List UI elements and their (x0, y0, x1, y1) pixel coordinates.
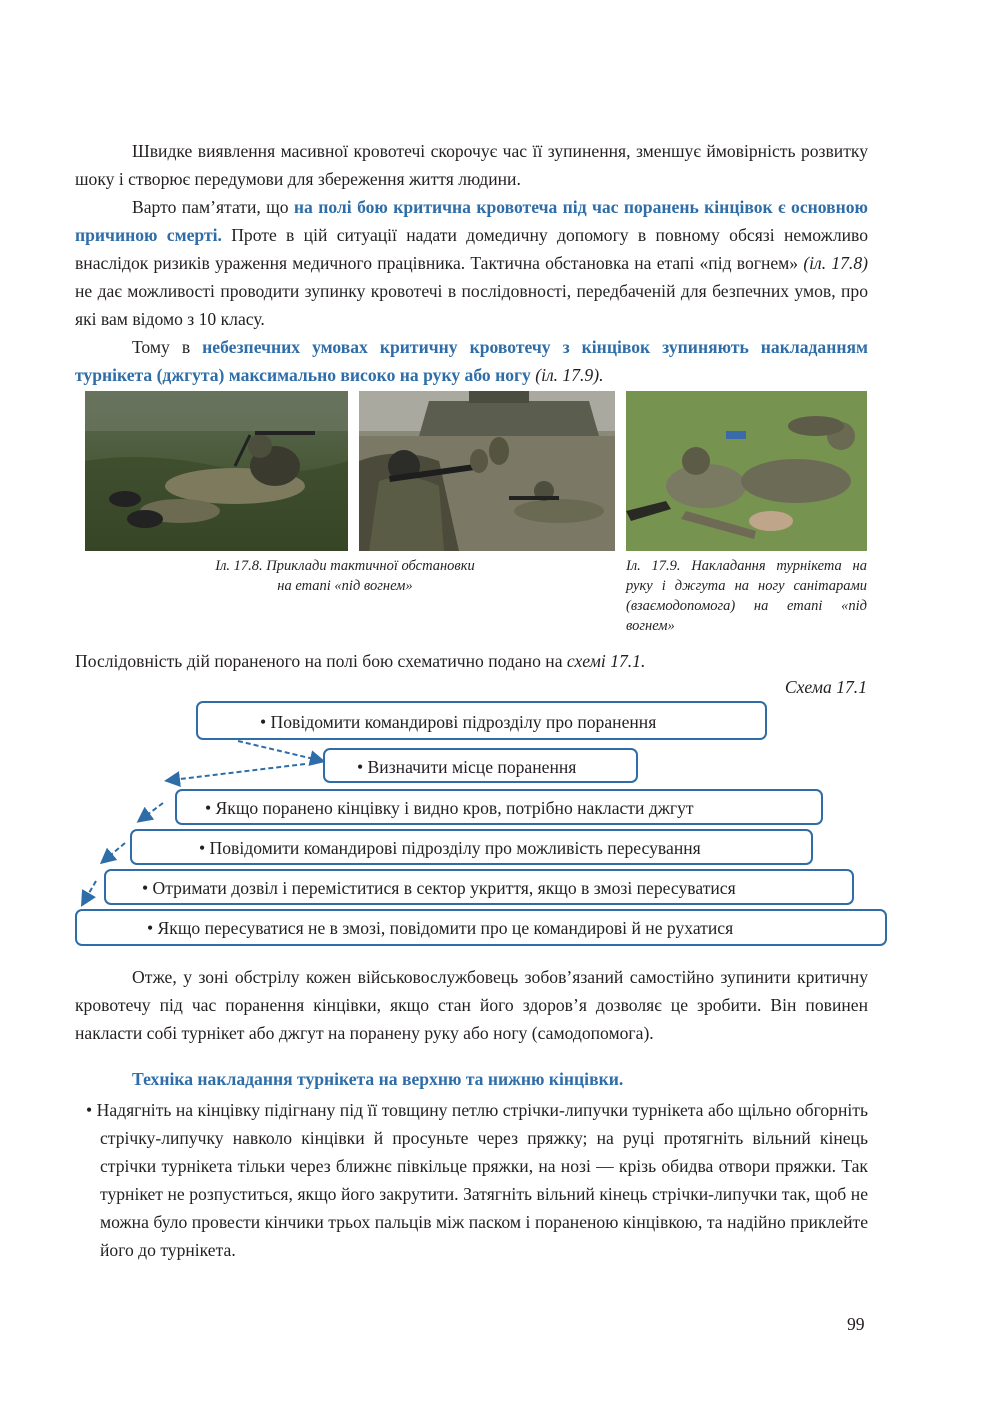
p3-figure-ref: (іл. 17.9). (530, 365, 604, 385)
p2-text-b: Проте в цій ситуації надати домедичну допомогу в повному обсязі неможливо внаслідок ризиків ураження медичного працівника. Тактична обстановка на етапі «під вогнем» (75, 225, 868, 273)
step-5-text: • Отримати дозвіл і переміститися в сектор укриття, якщо в змозі пересуватися (142, 878, 736, 898)
schema-lead-text: Послідовність дій пораненого на полі бою схематично подано на (75, 651, 567, 671)
schema-step-5 (104, 869, 854, 905)
arrow-step2-to-step3 (172, 764, 305, 780)
schema-ref: схемі 17.1. (566, 651, 646, 671)
section-subheading: Техніка накладання турнікета на верхню та нижню кінцівки. (132, 1069, 624, 1089)
schema-step-6 (75, 909, 887, 946)
p2-figure-ref: (іл. 17.8) (803, 253, 868, 273)
step-3-text: • Якщо поранено кінцівку і видно кров, потрібно накласти джгут (205, 798, 694, 818)
p2-highlight: на полі бою критична кровотеча під час поранень кінцівок є основною причиною смерті. (75, 197, 868, 245)
outro-text (75, 963, 868, 1047)
arrow-step1-to-step2 (238, 741, 318, 760)
schema-step-2 (323, 748, 638, 783)
caption-17-8-line-2: на етапі «під вогнем» (277, 578, 413, 594)
caption-17-8-line-1: Іл. 17.8. Приклади тактичної обстановки (215, 558, 475, 574)
paragraph-1: Швидке виявлення масивної кровотечі скорочує час її зупинення, зменшує ймовірність розвитку шоку і створює передумови для збереження життя людини. (75, 141, 868, 189)
arrow-step3-to-step4 (143, 803, 163, 818)
bullet-item: • Надягніть на кінцівку підігнану під її товщину петлю стрічки-липучки турнікета або щільно обгорніть стрічку-липучку навколо кінцівки й просуньте через пряжку; на руці протягніть вільний кінець стрічки турнікета тільки через ближнє півкільце пряжки, на нозі — крізь обидва отвори пряжки. Так турнікет не розпуститься, якщо його закрутити. Затягніть вільний кінець стрічки-липучки так, щоб не можна було провести кінчики трьох пальців між паском і пораненою кінцівкою, та надійно приклейте його до турнікета. (86, 1100, 868, 1260)
p2-text-c: не дає можливості проводити зупинку кровотечі в послідовності, передбаченій для безпечних умов, про які вам відомо з 10 класу. (75, 281, 868, 329)
caption-figure-17-9: Іл. 17.9. Накладання турнікета на руку і джгута на ногу санітарами (взаємодопомога) на етапі «під вогнем» (626, 558, 867, 634)
p2-text-a: Варто пам’ятати, що (132, 197, 294, 217)
p3-highlight: небезпечних умовах критичну кровотечу з кінцівок зупиняють накладанням турнікета (джгута) максимально високо на руку або ногу (75, 337, 868, 385)
schema-label: Схема 17.1 (784, 677, 867, 697)
schema-step-3 (175, 789, 823, 825)
arrow-step5-to-step6 (85, 881, 96, 900)
schema-step-1 (196, 701, 767, 740)
step-4-text: • Повідомити командирові підрозділу про можливість пересування (199, 838, 701, 858)
step-1-text: • Повідомити командирові підрозділу про поранення (260, 712, 657, 732)
step-6-text: • Якщо пересуватися не в змозі, повідомити про це командирові й не рухатися (147, 918, 734, 938)
arrow-step4-to-step5 (106, 843, 125, 859)
step-2-text: • Визначити місце поранення (357, 757, 577, 777)
schema-step-4 (130, 829, 813, 865)
p3-text-a: Тому в (132, 337, 203, 357)
outro-paragraph: Отже, у зоні обстрілу кожен військовослужбовець зобов’язаний самостійно зупинити критичну кровотечу під час поранення кінцівки, якщо стан його здоров’я дозволяє це зробити. Він повинен накласти собі турнікет або джгут на поранену руку або ногу (самодопомога). (75, 967, 868, 1043)
page-number: 99 (847, 1314, 865, 1334)
